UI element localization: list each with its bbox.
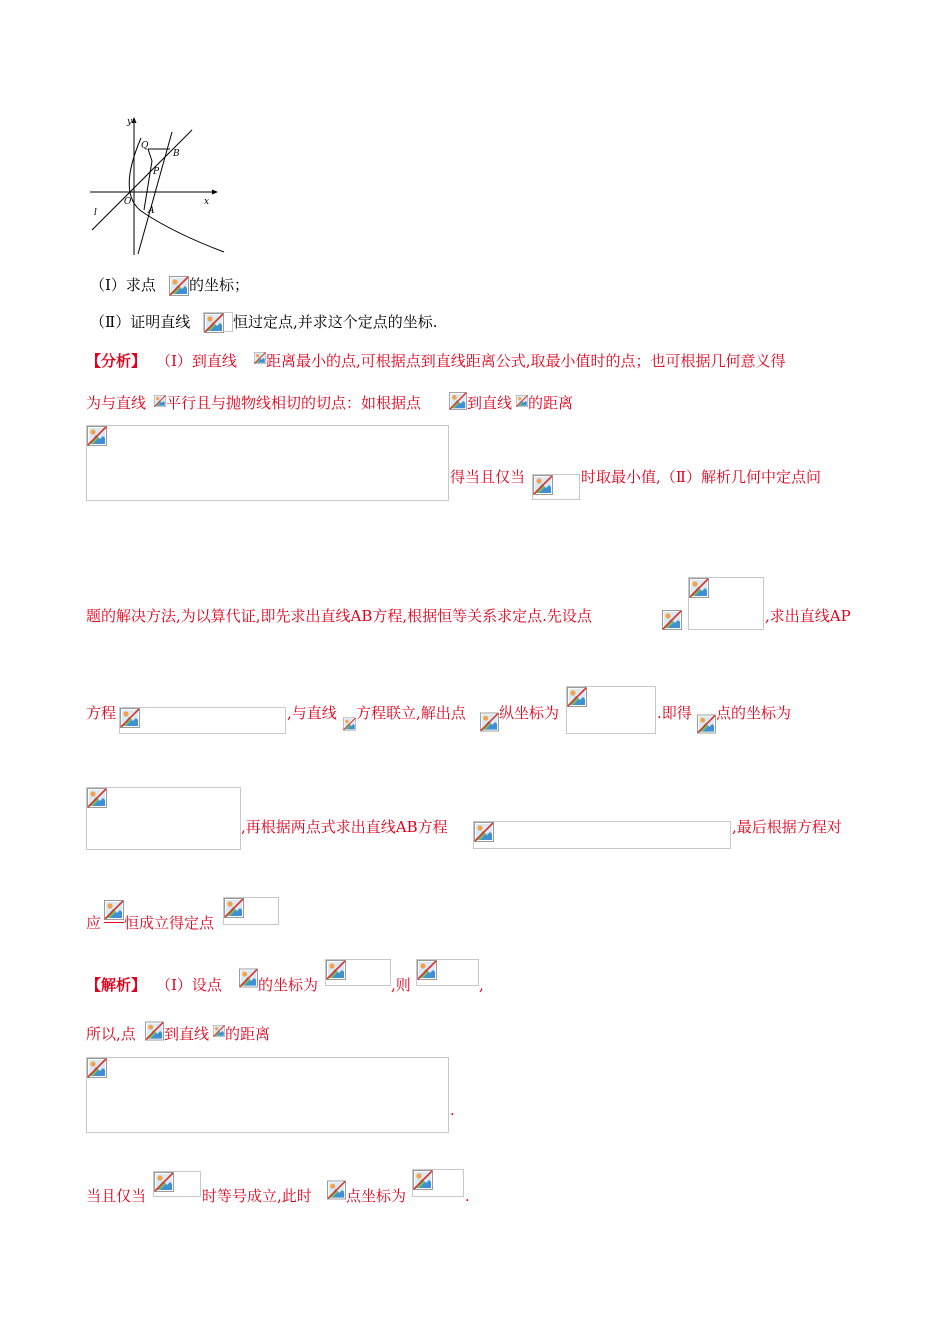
formula-image [213,1021,225,1041]
broken-image-icon [417,960,437,980]
q2-suffix: 恒过定点,并求这个定点的坐标. [233,313,438,331]
analysis-text: 恒成立得定点 [124,914,215,932]
analysis-text: 方程联立,解出点 [356,704,466,722]
analysis-text: 时取最小值,（Ⅱ）解析几何中定点问 [581,468,821,486]
broken-image-icon [689,578,709,598]
formula-image [239,968,258,988]
parabola-figure [86,112,226,257]
formula-image [473,821,731,849]
analysis-text: ,最后根据方程对 [732,818,842,836]
analysis-text: 方程 [86,704,117,722]
broken-image-icon [662,610,682,630]
analysis-text: ,再根据两点式求出直线AB方程 [241,818,448,836]
solution-text: 所以,点 [86,1025,136,1043]
formula-image [254,348,266,368]
analysis-text: 得当且仅当 [450,468,526,486]
broken-image-icon [343,714,356,734]
formula-image [223,897,279,925]
formula-image [154,391,166,411]
broken-image-icon [154,391,166,411]
solution-text: , [479,976,484,994]
label-l: l [94,208,97,218]
solution-text: 点坐标为 [346,1187,407,1205]
broken-image-icon [145,1021,164,1041]
broken-image-icon [104,900,124,920]
formula-image [412,1169,464,1197]
broken-image-icon [533,475,553,495]
q2-prefix: （Ⅱ）证明直线 [90,313,191,331]
formula-image [153,1171,201,1197]
formula-image [169,276,189,296]
analysis-text: 的距离 [528,394,574,412]
solution-text: 的距离 [225,1025,271,1043]
analysis-text: （Ⅰ）到直线 [156,352,237,370]
broken-image-icon [480,712,499,732]
label-q: Q [141,141,149,151]
label-y: y [127,117,133,127]
analysis-text: 距离最小的点,可根据点到直线距离公式,取最小值时的点；也可根据几何意义得 [266,352,786,370]
broken-image-icon [254,348,266,368]
formula-image [532,474,580,500]
broken-image-icon [516,391,528,411]
analysis-text: 题的解决方法,为以算代证,即先求出直线AB方程,根据恒等关系求定点.先设点 [86,607,592,625]
x-axis-arrow [212,190,218,195]
formula-image [480,712,499,732]
broken-image-icon [239,968,258,988]
analysis-text: ,求出直线AP [765,607,851,625]
solution-text: 的坐标为 [258,976,319,994]
formula-image [688,577,764,630]
broken-image-icon [154,1172,174,1192]
formula-image [145,1021,164,1041]
broken-image-icon [87,426,107,446]
formula-image [86,1057,449,1133]
broken-image-icon [87,1058,107,1078]
formula-image [327,1180,346,1200]
analysis-text: 应 [86,914,102,932]
solution-text: ,则 [391,976,411,994]
formula-image [325,959,391,986]
segment-pq [148,149,152,161]
analysis-text: ,与直线 [287,704,337,722]
y-axis-arrow [132,117,137,123]
label-o: O [124,197,132,207]
broken-image-icon [449,391,467,411]
formula-image [119,707,286,734]
analysis-text: 平行且与抛物线相切的切点：如根据点 [166,394,422,412]
analysis-text: 纵坐标为 [499,704,560,722]
analysis-text: .即得 [657,704,692,722]
solution-text: 到直线 [164,1025,210,1043]
analysis-text: 到直线 [467,394,513,412]
formula-image [697,714,716,734]
broken-image-icon [120,708,140,728]
solution-text: 当且仅当 [86,1187,147,1205]
label-p: P [153,167,160,177]
solution-text: . [450,1101,455,1119]
solution-text: . [465,1187,470,1205]
solution-tag: 【解析】 [86,976,147,994]
q1-suffix: 的坐标； [189,276,250,294]
analysis-text: 点的坐标为 [716,704,792,722]
label-a: A [148,206,155,216]
solution-text: （Ⅰ）设点 [156,976,222,994]
segment-ap [144,161,152,210]
formula-image [86,787,241,850]
formula-image [449,391,467,411]
formula-image [86,425,449,501]
solution-text: 时等号成立,此时 [202,1187,312,1205]
broken-image-icon [213,1021,225,1041]
broken-image-icon [169,276,189,296]
broken-image-icon [327,1180,346,1200]
broken-image-icon [87,788,107,808]
formula-image [516,391,528,411]
formula-image [566,686,656,734]
formula-image [203,312,233,332]
formula-image [416,959,479,986]
q1-prefix: （Ⅰ）求点 [90,276,156,294]
underline [104,922,124,923]
formula-image [104,900,124,920]
label-b: B [173,149,180,159]
broken-image-icon [326,960,346,980]
analysis-tag: 【分析】 [86,352,147,370]
formula-image [343,714,356,734]
broken-image-icon [697,714,716,734]
broken-image-icon [567,687,587,707]
broken-image-icon [474,822,494,842]
label-x: x [204,197,210,207]
broken-image-icon [224,898,244,918]
broken-image-icon [413,1170,433,1190]
analysis-text: 为与直线 [86,394,147,412]
formula-image [662,610,682,630]
broken-image-icon [204,313,224,333]
